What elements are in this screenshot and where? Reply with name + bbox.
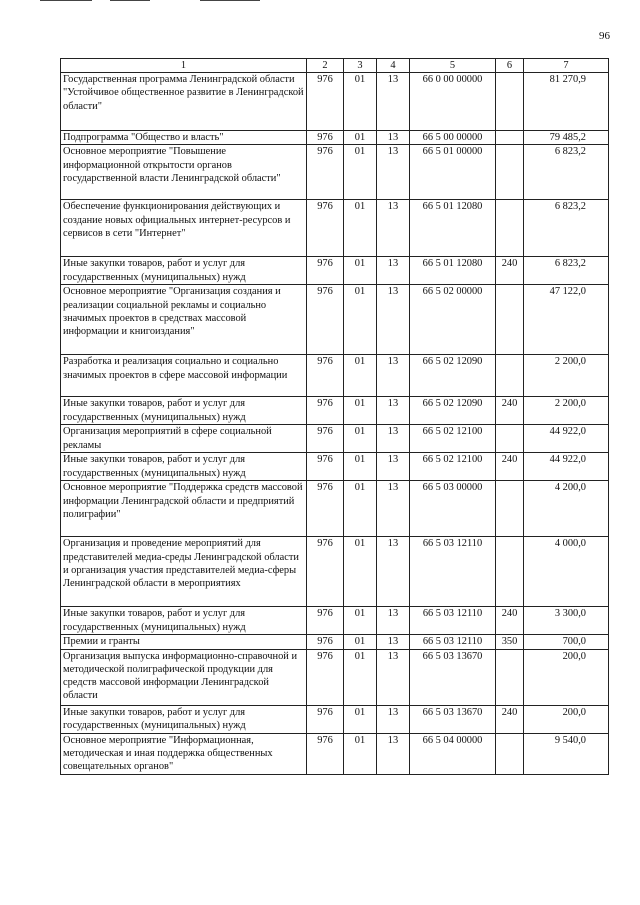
table-cell: 976 (307, 453, 344, 481)
table-cell (496, 481, 524, 537)
table-cell: Основное мероприятие "Повышение информационной открытости органов государственной власти Ленинградской области" (61, 145, 307, 200)
table-cell: 01 (344, 257, 377, 285)
table-cell: 66 5 01 00000 (410, 145, 496, 200)
table-cell: 47 122,0 (524, 285, 609, 355)
table-cell: 13 (377, 145, 410, 200)
table-cell: 66 5 03 12110 (410, 537, 496, 607)
table-row (61, 355, 609, 397)
table-cell: 01 (344, 285, 377, 355)
table-cell: 01 (344, 145, 377, 200)
table-cell: 976 (307, 131, 344, 145)
table-cell (496, 145, 524, 200)
table-cell: 13 (377, 453, 410, 481)
table-cell: 240 (496, 607, 524, 635)
table-row (61, 285, 609, 355)
table-cell: 79 485,2 (524, 131, 609, 145)
table-cell: 13 (377, 425, 410, 453)
table-cell: Премии и гранты (61, 635, 307, 649)
table-row (61, 73, 609, 131)
table-cell: 44 922,0 (524, 425, 609, 453)
table-cell: 01 (344, 73, 377, 131)
table-cell: 976 (307, 257, 344, 285)
table-cell: 01 (344, 355, 377, 397)
table-cell: Организация и проведение мероприятий для представителей медиа-среды Ленинградской области и организация участия представителей медиа-сферы Ленинградской области в мероприятиях (61, 537, 307, 607)
table-cell: 240 (496, 705, 524, 733)
table-cell: 13 (377, 481, 410, 537)
table-cell: 976 (307, 355, 344, 397)
table-cell: 66 5 03 13670 (410, 705, 496, 733)
table-cell: Иные закупки товаров, работ и услуг для государственных (муниципальных) нужд (61, 453, 307, 481)
table-row (61, 481, 609, 537)
table-row (61, 537, 609, 607)
table-cell: 13 (377, 607, 410, 635)
table-cell: 976 (307, 425, 344, 453)
table-cell: 976 (307, 649, 344, 705)
table-cell: 976 (307, 635, 344, 649)
budget-table (60, 58, 609, 775)
table-cell: 976 (307, 705, 344, 733)
table-row (61, 635, 609, 649)
table-cell: 200,0 (524, 705, 609, 733)
table-cell: 66 5 02 12100 (410, 453, 496, 481)
table-cell: 44 922,0 (524, 453, 609, 481)
table-cell: 01 (344, 200, 377, 257)
table-cell: 66 5 02 12090 (410, 355, 496, 397)
table-cell: 3 300,0 (524, 607, 609, 635)
table-cell (496, 355, 524, 397)
table-cell: 01 (344, 635, 377, 649)
table-cell (496, 131, 524, 145)
table-cell: 01 (344, 131, 377, 145)
table-cell: 66 5 03 12110 (410, 635, 496, 649)
table-cell: 4 000,0 (524, 537, 609, 607)
table-cell: 976 (307, 285, 344, 355)
table-cell: 700,0 (524, 635, 609, 649)
table-cell: 2 200,0 (524, 397, 609, 425)
table-cell: Обеспечение функционирования действующих и создание новых официальных интернет-ресурсов и сервисов в сети "Интернет" (61, 200, 307, 257)
table-cell: 66 5 01 12080 (410, 200, 496, 257)
table-cell: Основное мероприятие "Информационная, методическая и иная поддержка общественных совещательных органов" (61, 733, 307, 774)
column-header: 5 (410, 59, 496, 73)
table-cell: 6 823,2 (524, 257, 609, 285)
table-cell: 13 (377, 705, 410, 733)
table-cell: Иные закупки товаров, работ и услуг для государственных (муниципальных) нужд (61, 607, 307, 635)
page-number: 96 (599, 30, 610, 42)
table-cell: Иные закупки товаров, работ и услуг для государственных (муниципальных) нужд (61, 257, 307, 285)
table-cell: 240 (496, 257, 524, 285)
table-cell: 66 0 00 00000 (410, 73, 496, 131)
table-cell: 2 200,0 (524, 355, 609, 397)
table-cell: Иные закупки товаров, работ и услуг для государственных (муниципальных) нужд (61, 397, 307, 425)
table-cell: 01 (344, 453, 377, 481)
table-cell (496, 649, 524, 705)
table-cell: 01 (344, 397, 377, 425)
column-header: 3 (344, 59, 377, 73)
table-cell: 01 (344, 425, 377, 453)
table-cell: 13 (377, 635, 410, 649)
table-cell: 240 (496, 453, 524, 481)
table-cell: Организация мероприятий в сфере социальной рекламы (61, 425, 307, 453)
table-cell: 01 (344, 649, 377, 705)
table-cell (496, 73, 524, 131)
table-cell: 66 5 03 00000 (410, 481, 496, 537)
table-header-row (61, 59, 609, 73)
table-cell: 01 (344, 481, 377, 537)
table-cell: Организация выпуска информационно-справочной и методической полиграфической продукции для средств массовой информации Ленинградской области (61, 649, 307, 705)
table-cell: 01 (344, 705, 377, 733)
table-cell (496, 537, 524, 607)
table-cell: 976 (307, 537, 344, 607)
table-row (61, 257, 609, 285)
table-cell: Государственная программа Ленинградской области "Устойчивое общественное развитие в Ленинградской области" (61, 73, 307, 131)
table-cell: Основное мероприятие "Организация создания и реализации социальной рекламы и социально значимых проектов в средствах массовой информации и книгоиздания" (61, 285, 307, 355)
table-row (61, 649, 609, 705)
table-cell: 13 (377, 537, 410, 607)
table-row (61, 733, 609, 774)
table-cell: 01 (344, 537, 377, 607)
table-cell: 66 5 01 12080 (410, 257, 496, 285)
table-row (61, 607, 609, 635)
table-cell: 66 5 02 12090 (410, 397, 496, 425)
table-cell: 81 270,9 (524, 73, 609, 131)
column-header: 4 (377, 59, 410, 73)
table-row (61, 453, 609, 481)
table-cell: 13 (377, 73, 410, 131)
table-cell: 976 (307, 145, 344, 200)
table-cell: 01 (344, 733, 377, 774)
table-row (61, 425, 609, 453)
table-cell: 976 (307, 607, 344, 635)
table-cell: 13 (377, 257, 410, 285)
table-cell: 13 (377, 285, 410, 355)
table-cell: 976 (307, 733, 344, 774)
table-cell: 976 (307, 397, 344, 425)
table-cell: 13 (377, 131, 410, 145)
table-cell (496, 285, 524, 355)
column-header: 1 (61, 59, 307, 73)
table-cell: 13 (377, 649, 410, 705)
table-cell: 976 (307, 200, 344, 257)
column-header: 6 (496, 59, 524, 73)
table-cell: 976 (307, 481, 344, 537)
table-cell: 6 823,2 (524, 200, 609, 257)
table-cell (496, 733, 524, 774)
table-row (61, 200, 609, 257)
table-cell: 240 (496, 397, 524, 425)
table-cell: Подпрограмма "Общество и власть" (61, 131, 307, 145)
table-cell: 350 (496, 635, 524, 649)
table-cell: 13 (377, 355, 410, 397)
column-header: 7 (524, 59, 609, 73)
table-cell: 66 5 00 00000 (410, 131, 496, 145)
table-cell: 66 5 02 00000 (410, 285, 496, 355)
table-cell: 66 5 03 13670 (410, 649, 496, 705)
table-cell (496, 200, 524, 257)
table-cell: 66 5 02 12100 (410, 425, 496, 453)
table-row (61, 131, 609, 145)
table-cell: Иные закупки товаров, работ и услуг для государственных (муниципальных) нужд (61, 705, 307, 733)
column-header: 2 (307, 59, 344, 73)
table-cell (496, 425, 524, 453)
table-cell: Разработка и реализация социально и социально значимых проектов в сфере массовой информации (61, 355, 307, 397)
table-row (61, 397, 609, 425)
scan-artifact-strokes (40, 0, 260, 2)
table-cell: 9 540,0 (524, 733, 609, 774)
table-row (61, 145, 609, 200)
table-cell: 13 (377, 200, 410, 257)
table-cell: 66 5 03 12110 (410, 607, 496, 635)
table-cell: 4 200,0 (524, 481, 609, 537)
table-cell: 6 823,2 (524, 145, 609, 200)
table-cell: Основное мероприятие "Поддержка средств массовой информации Ленинградской области и предприятий полиграфии" (61, 481, 307, 537)
table-cell: 13 (377, 397, 410, 425)
table-cell: 13 (377, 733, 410, 774)
table-cell: 200,0 (524, 649, 609, 705)
table-cell: 976 (307, 73, 344, 131)
table-cell: 01 (344, 607, 377, 635)
table-row (61, 705, 609, 733)
table-cell: 66 5 04 00000 (410, 733, 496, 774)
